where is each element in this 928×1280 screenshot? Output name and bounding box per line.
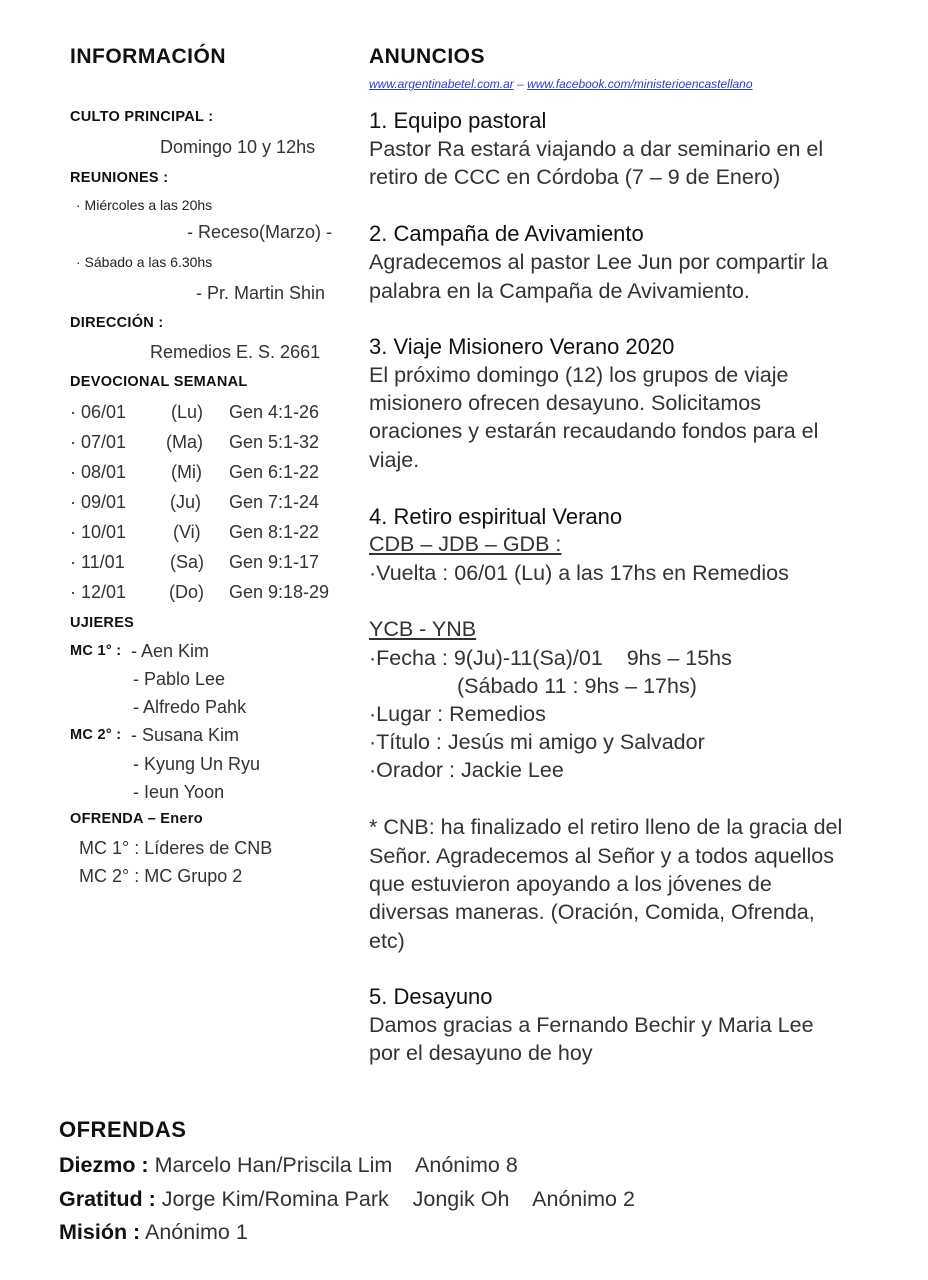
section-2-title: 2. Campaña de Avivamiento: [369, 221, 644, 246]
reunion-item: · Miércoles a las 20hs: [76, 197, 213, 213]
dev-day: (Lu): [171, 402, 204, 422]
diezmo-line: [59, 1153, 518, 1178]
website-link[interactable]: www.argentinabetel.com.ar: [369, 77, 514, 91]
section-3-line: misionero ofrecen desayuno. Solicitamos: [369, 391, 761, 415]
culto-value: Domingo 10 y 12hs: [160, 137, 316, 157]
dev-ref: Gen 6:1-22: [229, 462, 320, 482]
ujieres-label: UJIERES: [70, 615, 135, 631]
mc2-member: - Susana Kim: [131, 725, 240, 745]
direccion-label: DIRECCIÓN :: [70, 315, 164, 331]
dev-date: · 09/01: [70, 492, 127, 512]
dev-day: (Do): [169, 582, 204, 602]
link-separator: –: [513, 77, 528, 91]
section-3-line: viaje.: [369, 448, 420, 472]
dev-day: (Sa): [170, 552, 205, 572]
mc2-label: MC 2° :: [70, 727, 122, 743]
section-4-title: 4. Retiro espiritual Verano: [369, 504, 623, 529]
section-4-detail: ·Fecha : 9(Ju)-11(Sa)/01 9hs – 15hs: [369, 646, 732, 670]
dev-ref: Gen 4:1-26: [229, 402, 320, 422]
dev-date: · 11/01: [70, 552, 125, 572]
section-4-detail: ·Lugar : Remedios: [369, 702, 546, 726]
section-4-detail: ·Orador : Jackie Lee: [369, 758, 564, 782]
mc1-member: - Pablo Lee: [133, 669, 226, 689]
section-5-line: por el desayuno de hoy: [369, 1041, 593, 1065]
section-1-title: 1. Equipo pastoral: [369, 108, 547, 133]
section-4-vuelta: ·Vuelta : 06/01 (Lu) a las 17hs en Remedios: [369, 561, 789, 585]
ofrenda-item: MC 1° : Líderes de CNB: [79, 838, 273, 858]
dev-ref: Gen 8:1-22: [229, 522, 320, 542]
ofrenda-item: MC 2° : MC Grupo 2: [79, 866, 243, 886]
dev-date: · 12/01: [70, 582, 127, 602]
facebook-link[interactable]: www.facebook.com/ministerioencastellano: [527, 77, 753, 91]
info-heading: INFORMACIÓN: [70, 45, 226, 68]
gratitud-line: [59, 1187, 635, 1212]
section-5-title: 5. Desayuno: [369, 984, 493, 1009]
section-1-line: retiro de CCC en Córdoba (7 – 9 de Enero): [369, 165, 781, 189]
cnb-note-line: Señor. Agradecemos al Señor y a todos aquellos: [369, 844, 834, 868]
diezmo-value: Marcelo Han/Priscila Lim Anónimo 8: [148, 1153, 518, 1177]
dev-day: (Vi): [173, 522, 201, 542]
diezmo-label: Diezmo :: [59, 1153, 149, 1177]
mision-value: Anónimo 1: [140, 1220, 248, 1244]
ofrendas-heading: OFRENDAS: [59, 1117, 187, 1142]
culto-label: CULTO PRINCIPAL :: [70, 109, 214, 125]
section-5-line: Damos gracias a Fernando Bechir y Maria Lee: [369, 1013, 814, 1037]
dev-date: · 08/01: [70, 462, 127, 482]
dev-ref: Gen 7:1-24: [229, 492, 320, 512]
section-4-detail: (Sábado 11 : 9hs – 17hs): [457, 674, 697, 698]
section-3-title: 3. Viaje Misionero Verano 2020: [369, 334, 675, 359]
section-4-group-cdb: CDB – JDB – GDB :: [369, 532, 562, 556]
dev-day: (Mi): [171, 462, 202, 482]
mc1-label: MC 1° :: [70, 643, 122, 659]
section-2-line: palabra en la Campaña de Avivamiento.: [369, 279, 750, 303]
devocional-label: DEVOCIONAL SEMANAL: [70, 374, 248, 390]
dev-ref: Gen 9:1-17: [229, 552, 320, 572]
direccion-value: Remedios E. S. 2661: [150, 342, 321, 362]
section-3-line: oraciones y estarán recaudando fondos para el: [369, 419, 819, 443]
section-1-line: Pastor Ra estará viajando a dar seminario en el: [369, 137, 824, 161]
dev-date: · 06/01: [70, 402, 127, 422]
mision-label: Misión :: [59, 1220, 141, 1244]
gratitud-value: Jorge Kim/Romina Park Jongik Oh Anónimo 2: [155, 1187, 635, 1211]
reunion-item: - Receso(Marzo) -: [187, 222, 333, 242]
dev-day: (Ju): [170, 492, 201, 512]
cnb-note-line: diversas maneras. (Oración, Comida, Ofrenda,: [369, 900, 815, 924]
cnb-note-line: etc): [369, 929, 405, 953]
dev-ref: Gen 5:1-32: [229, 432, 320, 452]
cnb-note-line: que estuvieron apoyando a los jóvenes de: [369, 872, 772, 896]
mision-line: [59, 1220, 248, 1245]
dev-day: (Ma): [166, 432, 203, 452]
mc1-member: - Aen Kim: [131, 641, 210, 661]
section-4-group-ycb: YCB - YNB: [369, 617, 477, 641]
section-4-detail: ·Título : Jesús mi amigo y Salvador: [369, 730, 705, 754]
dev-date: · 10/01: [70, 522, 127, 542]
mc2-member: - Ieun Yoon: [133, 782, 225, 802]
section-2-line: Agradecemos al pastor Lee Jun por compartir la: [369, 250, 828, 274]
section-3-line: El próximo domingo (12) los grupos de viaje: [369, 363, 789, 387]
anuncios-heading: ANUNCIOS: [369, 45, 486, 68]
dev-date: · 07/01: [70, 432, 127, 452]
reuniones-label: REUNIONES :: [70, 170, 169, 186]
reunion-item: - Pr. Martin Shin: [196, 283, 326, 303]
gratitud-label: Gratitud :: [59, 1187, 156, 1211]
ofrenda-enero-label: OFRENDA – Enero: [70, 811, 203, 827]
mc2-member: - Kyung Un Ryu: [133, 754, 261, 774]
dev-ref: Gen 9:18-29: [229, 582, 330, 602]
mc1-member: - Alfredo Pahk: [133, 697, 247, 717]
links-line: [369, 77, 753, 91]
cnb-note-line: * CNB: ha finalizado el retiro lleno de la gracia del: [369, 815, 843, 839]
reunion-item: · Sábado a las 6.30hs: [76, 254, 213, 270]
